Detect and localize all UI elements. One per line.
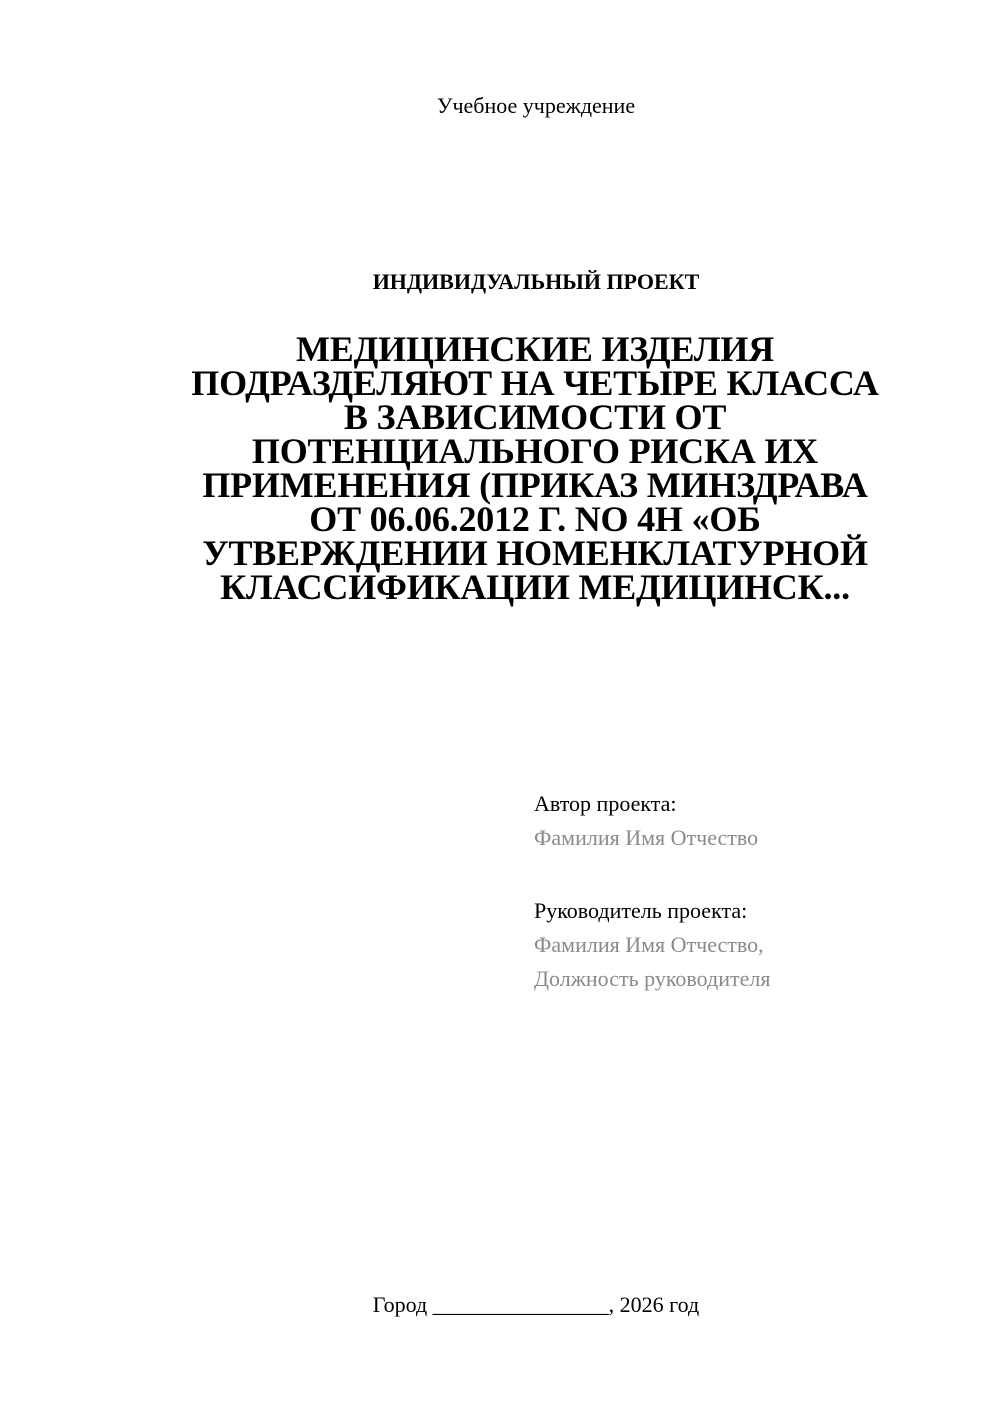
title-line: ПОДРАЗДЕЛЯЮТ НА ЧЕТЫРЕ КЛАССА <box>191 363 879 403</box>
title-line: ПОТЕНЦИАЛЬНОГО РИСКА ИХ <box>251 431 819 471</box>
title-line: КЛАССИФИКАЦИИ МЕДИЦИНСК... <box>220 567 850 607</box>
project-title <box>130 329 940 607</box>
title-line: В ЗАВИСИМОСТИ ОТ <box>343 397 727 437</box>
institution-name: Учебное учреждение <box>436 93 636 118</box>
title-line: ОТ 06.06.2012 Г. NO 4H «ОБ <box>309 499 761 539</box>
supervisor-block <box>534 894 770 996</box>
title-line: МЕДИЦИНСКИЕ ИЗДЕЛИЯ <box>295 329 775 369</box>
supervisor-label: Руководитель проекта: <box>534 898 748 923</box>
city-year-line: Город ________________, 2026 год <box>372 1292 700 1317</box>
title-line: ПРИМЕНЕНИЯ (ПРИКАЗ МИНЗДРАВА <box>202 465 868 505</box>
title-line: УТВЕРЖДЕНИИ НОМЕНКЛАТУРНОЙ <box>202 533 868 573</box>
document-type-heading: ИНДИВИДУАЛЬНЫЙ ПРОЕКТ <box>372 269 700 294</box>
author-block <box>534 787 758 855</box>
supervisor-name: Фамилия Имя Отчество, <box>534 932 764 957</box>
author-label: Автор проекта: <box>534 791 677 816</box>
supervisor-position: Должность руководителя <box>534 966 771 991</box>
author-name: Фамилия Имя Отчество <box>534 825 759 850</box>
